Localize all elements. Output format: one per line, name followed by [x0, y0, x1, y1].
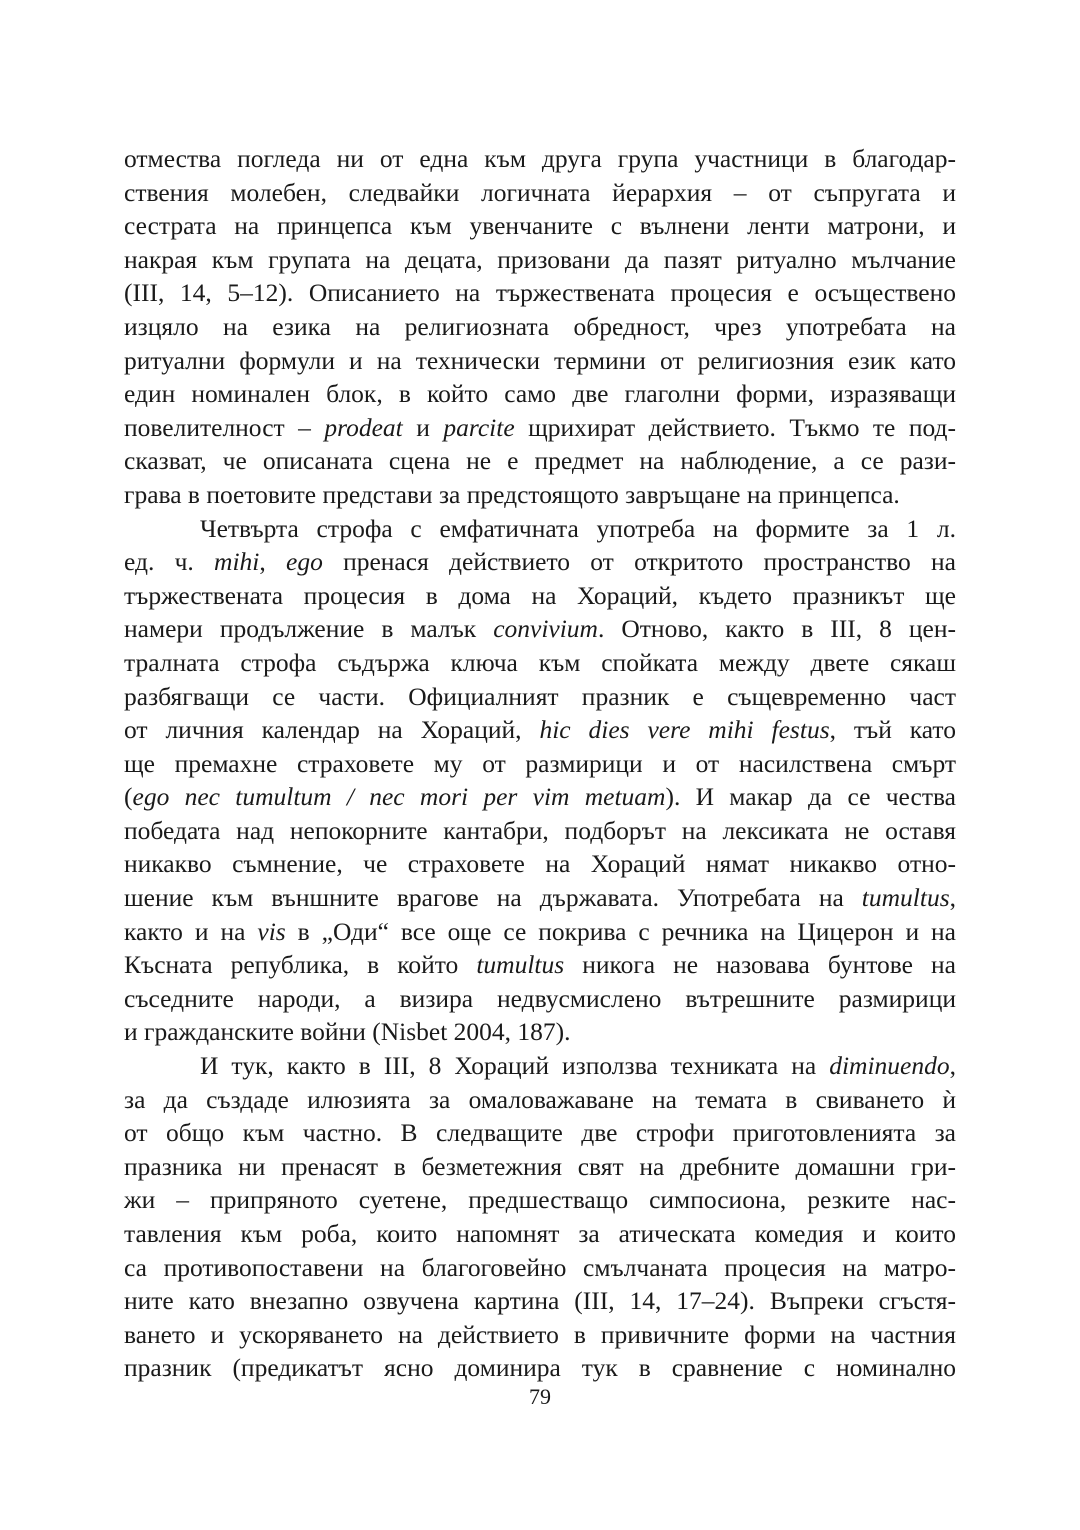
- italic-term: prodeat: [324, 412, 403, 442]
- italic-term: ego: [286, 547, 323, 577]
- text-line: съседните народи, а визира недвусмислено вътрешните размирици: [124, 983, 956, 1013]
- italic-term: parcite: [443, 412, 515, 442]
- text-line: (ego nec tumultum / nec mori per vim metuam). И макар да се чества: [124, 782, 956, 812]
- text-line: сестрата на принцепса към увенчаните с вълнени ленти матрони, и: [124, 211, 956, 241]
- italic-term: ego nec tumultum / nec mori per vim metuam: [132, 782, 666, 812]
- text-line: и гражданските войни (Nisbet 2004, 187).: [124, 1017, 571, 1047]
- text-line: са противопоставени на благоговейно смълчаната процесия на матро-: [124, 1252, 956, 1282]
- text-line: грава в поетовите представи за предстоящото завръщане на принцепса.: [124, 479, 900, 509]
- text-line: ните като внезапно озвучена картина (III, 14, 17–24). Въпреки сгъстя-: [124, 1286, 956, 1316]
- text-line: повелителност – prodeat и parcite щрихират действието. Тъкмо те под-: [124, 412, 956, 442]
- text-line: отмества погледа ни от една към друга група участници в благодар-: [124, 144, 956, 173]
- text-line: сказват, че описаната сцена не е предмет на наблюдение, а се рази-: [124, 446, 956, 476]
- text-line: един номинален блок, в който само две глаголни форми, изразяващи: [124, 379, 956, 409]
- italic-term: hic dies vere mihi festus: [539, 715, 830, 745]
- text-line: изцяло на езика на религиозната обредност, чрез употребата на: [124, 311, 956, 341]
- text-line: за да създаде илюзията за омаловажаване на темата в свиването ѝ: [124, 1084, 956, 1114]
- text-line: накрая към групата на децата, призовани да пазят ритуално мълчание: [124, 244, 956, 274]
- italic-term: tumultus: [476, 950, 565, 980]
- text-line: И тук, както в III, 8 Хораций използва техниката на diminuendo,: [200, 1051, 956, 1081]
- text-line: ствения молебен, следвайки логичната йерархия – от съпругата и: [124, 177, 956, 207]
- italic-term: diminuendo: [829, 1051, 950, 1081]
- page-number: 79: [529, 1384, 551, 1409]
- text-line: победата над непокорните кантабри, подборът на лексиката не оставя: [124, 815, 956, 845]
- italic-term: vis: [257, 916, 286, 946]
- italic-term: convivium: [493, 614, 598, 644]
- text-line: празник (предикатът ясно доминира тук в сравнение с номинално: [124, 1353, 956, 1383]
- text-line: тавления към роба, които напомнят за атическата комедия и които: [124, 1219, 956, 1248]
- text-line: жи – припряното суетене, предшестващо симпосиона, резките нас-: [124, 1185, 956, 1215]
- text-line: от общо към частно. В следващите две строфи приготовленията за: [124, 1118, 956, 1148]
- text-line: намери продължение в малък convivium. Отново, както в III, 8 цен-: [124, 614, 956, 644]
- italic-term: tumultus: [861, 883, 950, 913]
- text-line: както и на vis в „Оди“ все още се покрива с речника на Цицерон и на: [124, 916, 956, 946]
- text-line: ще премахне страховете му от размирици и от насилствена смърт: [124, 748, 956, 778]
- text-line: (III, 14, 5–12). Описанието на тържествената процесия е осъществено: [124, 278, 956, 308]
- text-line: от личния календар на Хораций, hic dies vere mihi festus, тъй като: [124, 715, 956, 745]
- text-line: разбягващи се части. Официалният празник е същевременно част: [124, 681, 956, 711]
- text-line: никакво съмнение, че страховете на Хораций нямат никакво отно-: [124, 849, 956, 879]
- text-line: Късната република, в който tumultus никога не назовава бунтове на: [124, 950, 956, 980]
- text-line: ед. ч. mihi, ego пренася действието от откритото пространство на: [124, 547, 956, 577]
- text-line: ването и ускоряването на действието в привичните форми на частния: [124, 1319, 956, 1349]
- text-line: празника ни пренасят в безметежния свят на дребните домашни гри-: [124, 1151, 956, 1181]
- text-line: ритуални формули и на технически термини от религиозния език като: [124, 345, 956, 375]
- text-line: тралната строфа съдържа ключа към спойката между двете сякаш: [124, 647, 956, 677]
- text-line: Четвърта строфа с емфатичната употреба на формите за 1 л.: [200, 513, 956, 543]
- body-text: [124, 142, 956, 1385]
- italic-term: mihi: [214, 547, 260, 577]
- text-line: тържествената процесия в дома на Хораций, където празникът ще: [124, 580, 956, 610]
- text-line: шение към външните врагове на държавата. Употребата на tumultus,: [124, 883, 956, 913]
